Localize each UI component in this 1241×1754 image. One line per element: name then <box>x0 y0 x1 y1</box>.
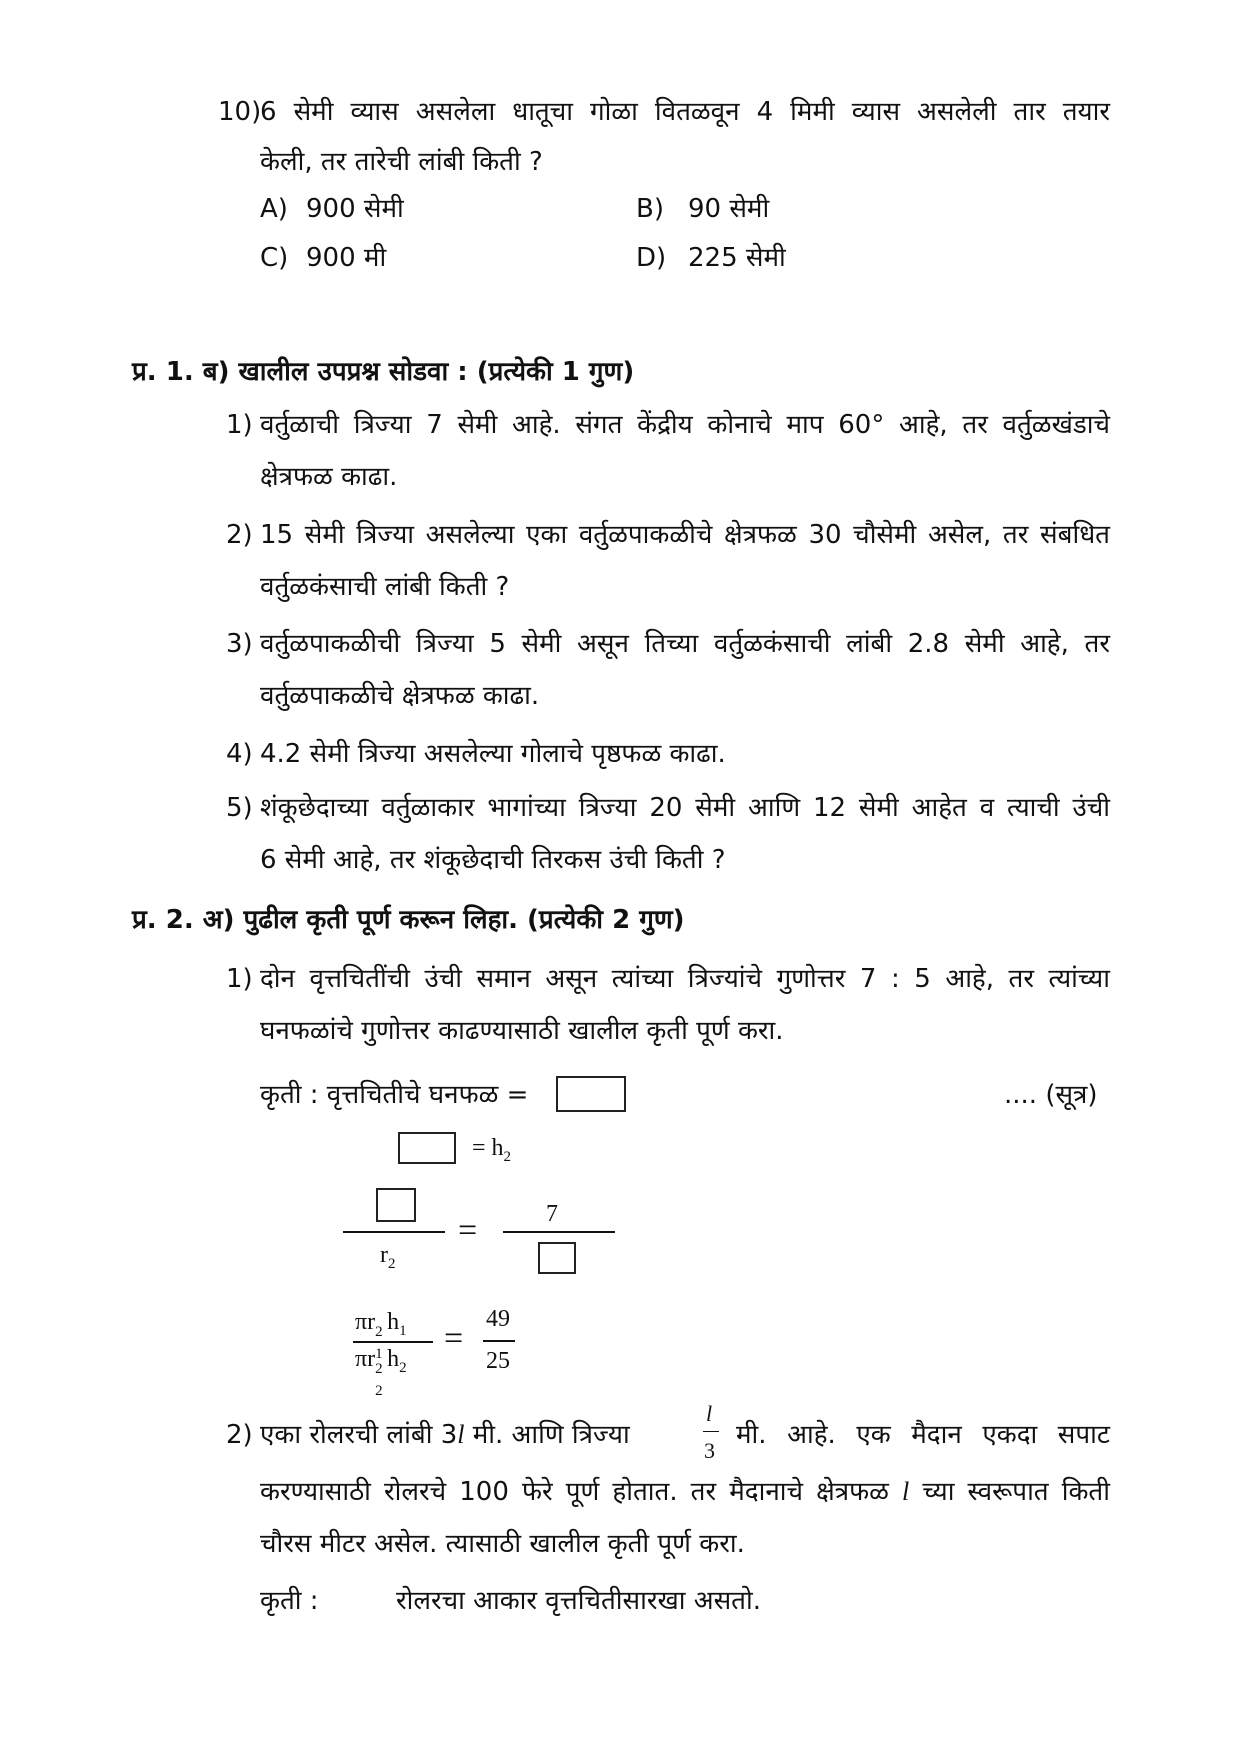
answer-box-formula[interactable] <box>556 1076 626 1112</box>
eq-h2: = $h_2$ <box>472 1135 512 1165</box>
fraction-numerator: l <box>706 1401 713 1426</box>
kruti-label: कृती : <box>260 1586 319 1616</box>
volume-denominator: πr 2 2 $h_2$ <box>355 1346 407 1399</box>
option-a: 900 सेमी <box>306 194 404 224</box>
fraction-bar <box>483 1340 515 1342</box>
subq-number: 2) <box>226 1420 253 1450</box>
fraction-denominator: 3 <box>704 1438 715 1463</box>
option-c: 900 मी <box>306 243 387 273</box>
subq-number: 3) <box>226 629 253 659</box>
subq-text: शंकूछेदाच्या वर्तुळाकार भागांच्या त्रिज्या 20 सेमी आणि 12 सेमी आहेत व त्याची उंची <box>260 793 1110 823</box>
option-b-key: B) <box>636 194 664 224</box>
answer-box-r2[interactable] <box>538 1242 576 1274</box>
r2-denominator: $r_2$ <box>380 1242 396 1272</box>
option-c-key: C) <box>260 243 289 273</box>
section-heading-q2a: प्र. 2. अ) पुढील कृती पूर्ण करून लिहा. (प्रत्येकी 2 गुण) <box>132 905 685 935</box>
question-text: केली, तर तारेची लांबी किती ? <box>260 147 543 177</box>
option-d: 225 सेमी <box>688 243 786 273</box>
subq-text: मी. आहे. एक मैदान एकदा सपाट <box>736 1420 1110 1450</box>
question-text: 6 सेमी व्यास असलेला धातूचा गोळा वितळवून 4 मिमी व्यास असलेली तार तयार <box>260 97 1110 127</box>
section-heading-q1b: प्र. 1. ब) खालील उपप्रश्न सोडवा : (प्रत्येकी 1 गुण) <box>132 357 635 387</box>
subq-text: वर्तुळपाकळीचे क्षेत्रफळ काढा. <box>260 681 540 711</box>
question-number: 10) <box>218 97 262 127</box>
subq-number: 4) <box>226 739 253 769</box>
ratio-25: 25 <box>486 1348 510 1374</box>
equals-sign: = <box>444 1320 464 1357</box>
equals-sign: = <box>458 1212 478 1249</box>
subq-text: चौरस मीटर असेल. त्यासाठी खालील कृती पूर्ण करा. <box>260 1529 745 1559</box>
option-d-key: D) <box>636 243 667 273</box>
answer-box-r1[interactable] <box>376 1188 416 1222</box>
ratio-49: 49 <box>486 1306 510 1332</box>
subq-number: 1) <box>226 964 253 994</box>
sutra-label: .... (सूत्र) <box>1004 1080 1098 1110</box>
fraction-bar <box>343 1231 445 1233</box>
seven-numerator: 7 <box>546 1201 558 1227</box>
subq-text: वर्तुळाची त्रिज्या 7 सेमी आहे. संगत केंद्रीय कोनाचे माप 60° आहे, तर वर्तुळखंडाचे <box>260 410 1110 440</box>
subq-number: 2) <box>226 520 253 550</box>
subq-number: 5) <box>226 793 253 823</box>
subq-text: 4.2 सेमी त्रिज्या असलेल्या गोलाचे पृष्ठफळ काढा. <box>260 739 726 769</box>
subq-text: 6 सेमी आहे, तर शंकूछेदाची तिरकस उंची किती ? <box>260 845 726 875</box>
option-b: 90 सेमी <box>688 194 770 224</box>
fraction-bar <box>703 1431 719 1432</box>
subq-text: घनफळांचे गुणोत्तर काढण्यासाठी खालील कृती पूर्ण करा. <box>260 1016 784 1046</box>
option-a-key: A) <box>260 194 288 224</box>
subq-text: वर्तुळकंसाची लांबी किती ? <box>260 572 510 602</box>
subq-text: दोन वृत्तचितींची उंची समान असून त्यांच्या त्रिज्यांचे गुणोत्तर 7 : 5 आहे, तर त्यांच्या <box>260 964 1110 994</box>
subq-text: करण्यासाठी रोलरचे 100 फेरे पूर्ण होतात. तर मैदानाचे क्षेत्रफळ l च्या स्वरूपात किती <box>260 1477 1110 1507</box>
subq-text: वर्तुळपाकळीची त्रिज्या 5 सेमी असून तिच्या वर्तुळकंसाची लांबी 2.8 सेमी आहे, तर <box>260 629 1110 659</box>
subq-text: क्षेत्रफळ काढा. <box>260 462 398 492</box>
subq-text: एका रोलरची लांबी 3l मी. आणि त्रिज्या <box>260 1420 630 1450</box>
volume-numerator: πr 2 1 $h_1$ <box>355 1309 407 1362</box>
kruti-label: कृती : वृत्तचितीचे घनफळ = <box>260 1080 529 1110</box>
subq-number: 1) <box>226 410 253 440</box>
answer-box-h1[interactable] <box>398 1132 456 1164</box>
kruti-text: रोलरचा आकार वृत्तचितीसारखा असतो. <box>396 1586 762 1616</box>
fraction-bar <box>503 1231 615 1233</box>
subq-text: 15 सेमी त्रिज्या असलेल्या एका वर्तुळपाकळीचे क्षेत्रफळ 30 चौसेमी असेल, तर संबधित <box>260 520 1110 550</box>
